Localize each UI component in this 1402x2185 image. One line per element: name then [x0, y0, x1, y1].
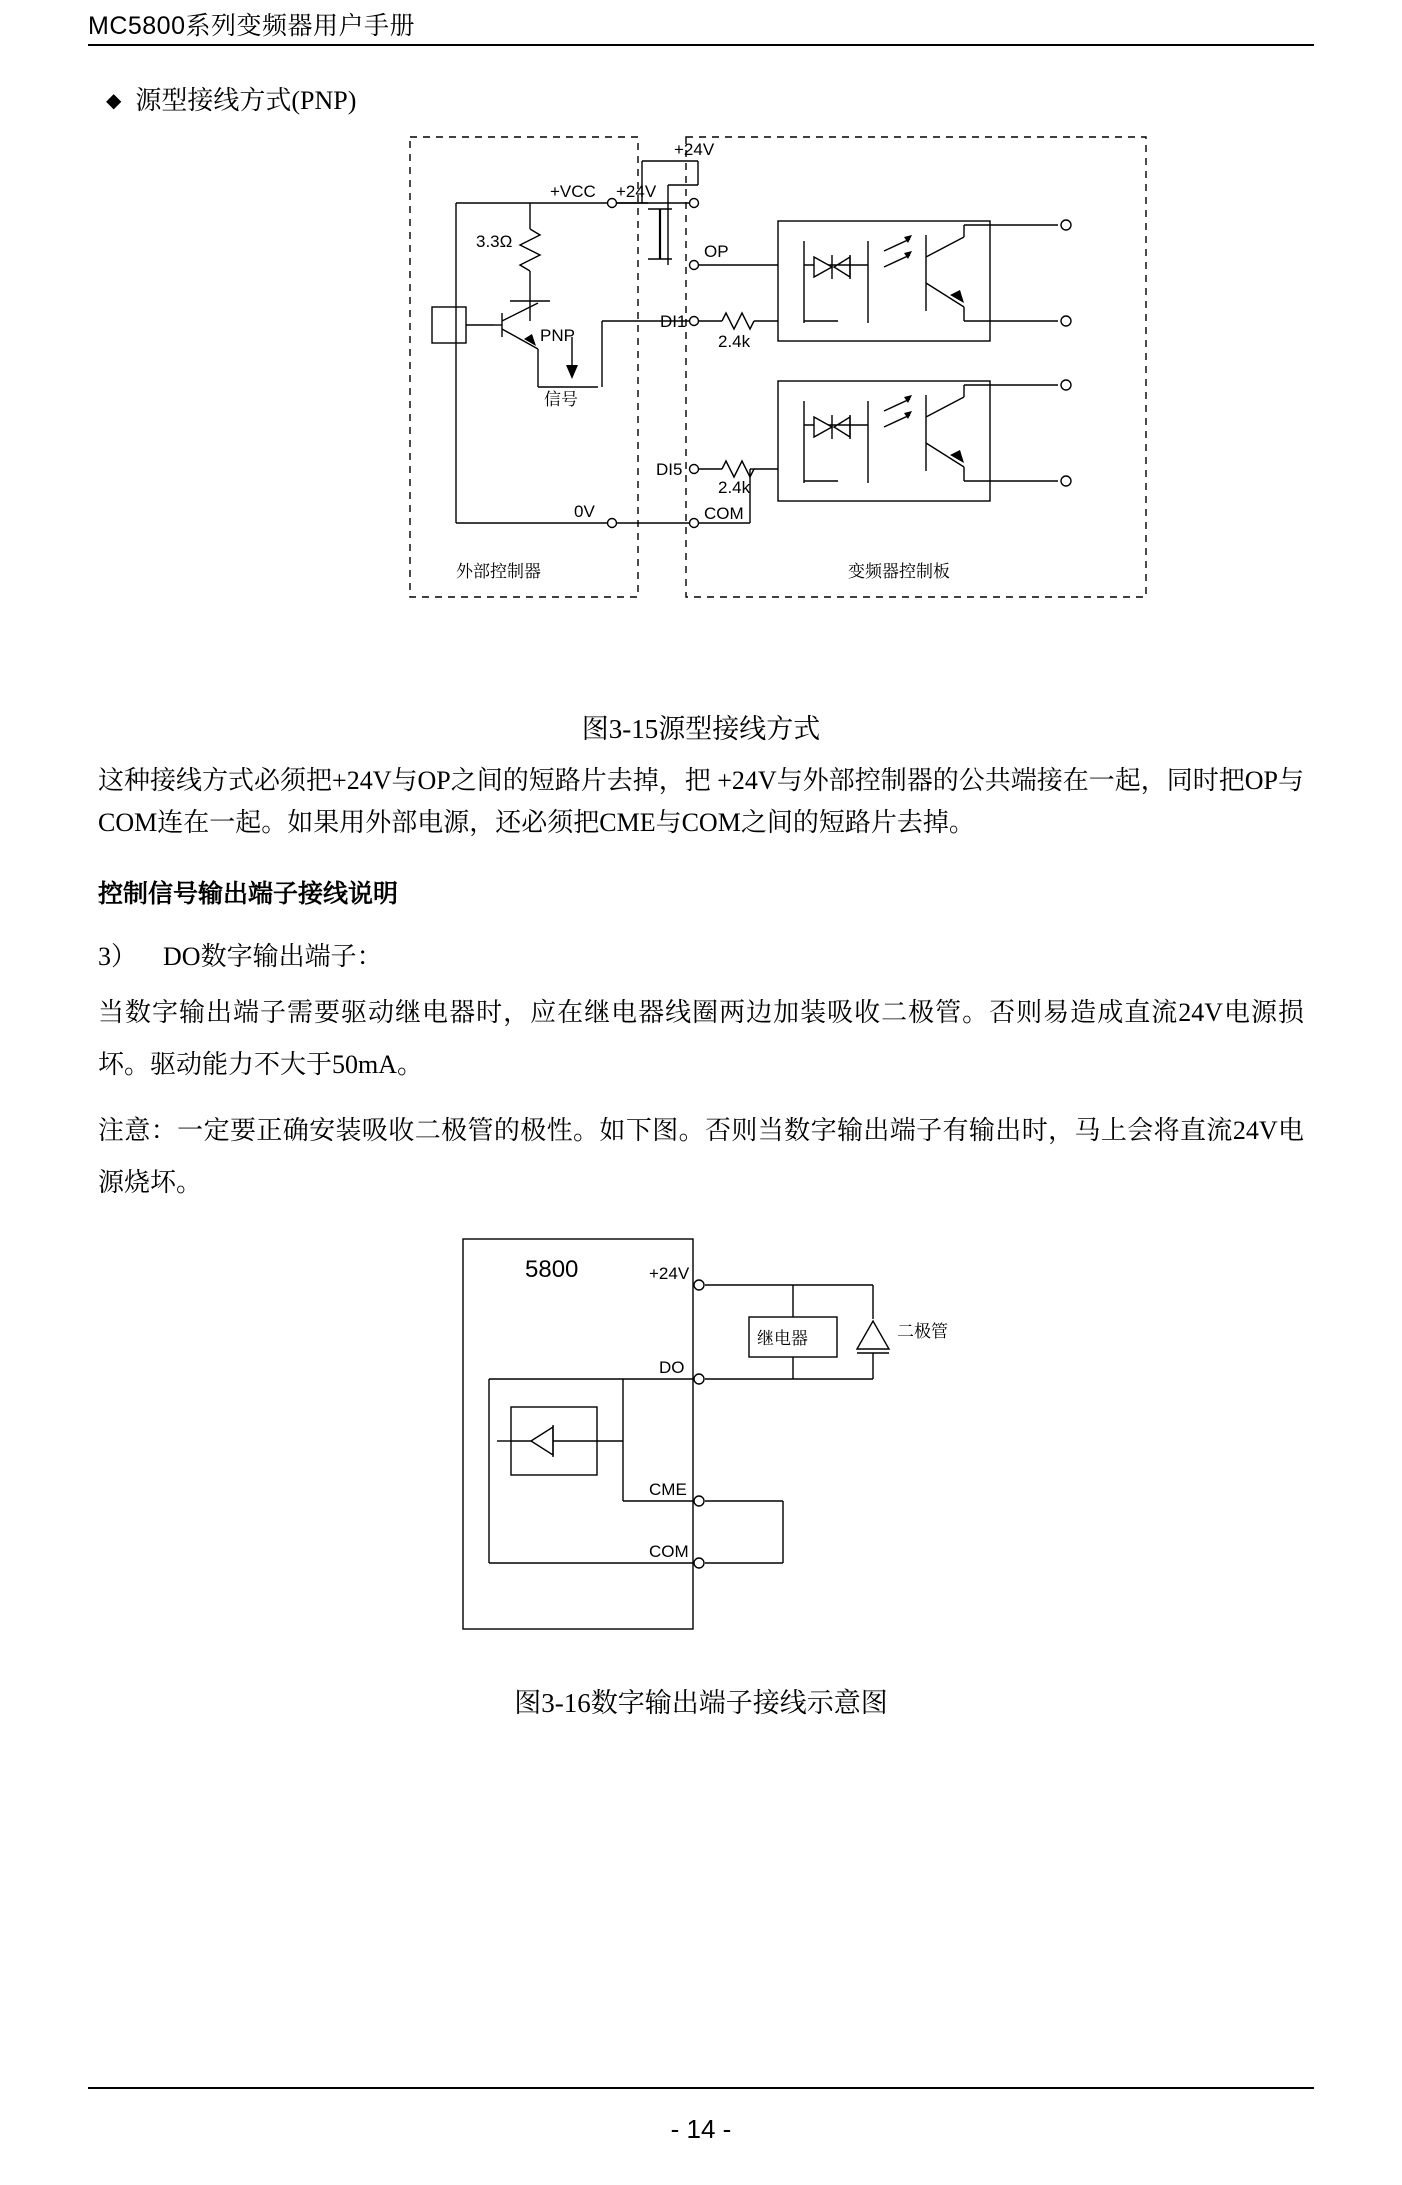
paragraph-3: 注意：一定要正确安装吸收二极管的极性。如下图。否则当数字输出端子有输出时，马上会将直流24V电源烧坏。	[98, 1116, 1304, 1198]
figure1-label-0v: 0V	[574, 502, 595, 521]
page-number: - 14 -	[670, 2114, 732, 2144]
figure1-label-r1: 2.4k	[718, 332, 751, 351]
figure1-label-24v-left: +24V	[616, 182, 657, 201]
figure1-label-op: OP	[704, 242, 729, 261]
list-item-3	[98, 936, 1304, 973]
figure1-label-rbias: 3.3Ω	[476, 232, 513, 251]
page-header	[88, 0, 1314, 46]
figure1-label-pnp: PNP	[540, 326, 575, 345]
figure2-label-do: DO	[659, 1358, 685, 1378]
paragraph-1: 这种接线方式必须把+24V与OP之间的短路片去掉，把 +24V与外部控制器的公共端接在一起，同时把OP与COM连在一起。如果用外部电源，还必须把CME与COM之间的短路片去掉。	[98, 766, 1304, 838]
figure2-label-relay: 继电器	[757, 1329, 808, 1349]
figure-3-15-caption: 图3-15源型接线方式	[581, 714, 821, 744]
header-title: MC5800系列变频器用户手册	[88, 12, 415, 40]
subheading-output-wiring: 控制信号输出端子接线说明	[98, 880, 399, 909]
page-content	[98, 46, 1304, 1720]
section-heading-label: 源型接线方式(PNP)	[135, 86, 357, 115]
figure1-label-di5: DI5	[656, 460, 683, 479]
figure1-label-box-right: 变频器控制板	[848, 562, 950, 581]
diamond-bullet-icon: ◆	[106, 90, 122, 112]
figure2-label-com: COM	[649, 1542, 689, 1562]
figure2-label-diode: 二极管	[897, 1322, 948, 1342]
figure2-label-24v: +24V	[649, 1264, 690, 1284]
figure-3-16-wrap	[98, 1229, 1304, 1659]
list-item-3-number: 3）	[98, 942, 138, 972]
figure1-label-signal: 信号	[544, 390, 578, 409]
figure-3-15-wrap	[98, 125, 1304, 685]
figure2-label-device: 5800	[525, 1256, 579, 1284]
figure1-label-24v-top: +24V	[674, 140, 715, 159]
footer-divider	[88, 2087, 1314, 2089]
header-divider	[88, 44, 1314, 46]
section-heading	[106, 80, 1304, 117]
figure-3-16-caption: 图3-16数字输出端子接线示意图	[514, 1688, 888, 1719]
figure1-label-vcc: +VCC	[550, 182, 596, 201]
figure1-label-com: COM	[704, 504, 744, 523]
figure-3-16-diagram	[453, 1229, 1013, 1649]
figure2-label-cme: CME	[649, 1480, 687, 1500]
paragraph-2: 当数字输出端子需要驱动继电器时，应在继电器线圈两边加装吸收二极管。否则易造成直流24V电源损坏。驱动能力不大于50mA。	[98, 998, 1304, 1080]
figure-3-15-diagram	[398, 125, 1158, 675]
figure1-label-box-left: 外部控制器	[456, 562, 541, 581]
figure1-label-r2: 2.4k	[718, 478, 751, 497]
list-item-3-label: DO数字输出端子：	[163, 942, 383, 972]
figure1-label-di1: DI1	[660, 312, 687, 331]
